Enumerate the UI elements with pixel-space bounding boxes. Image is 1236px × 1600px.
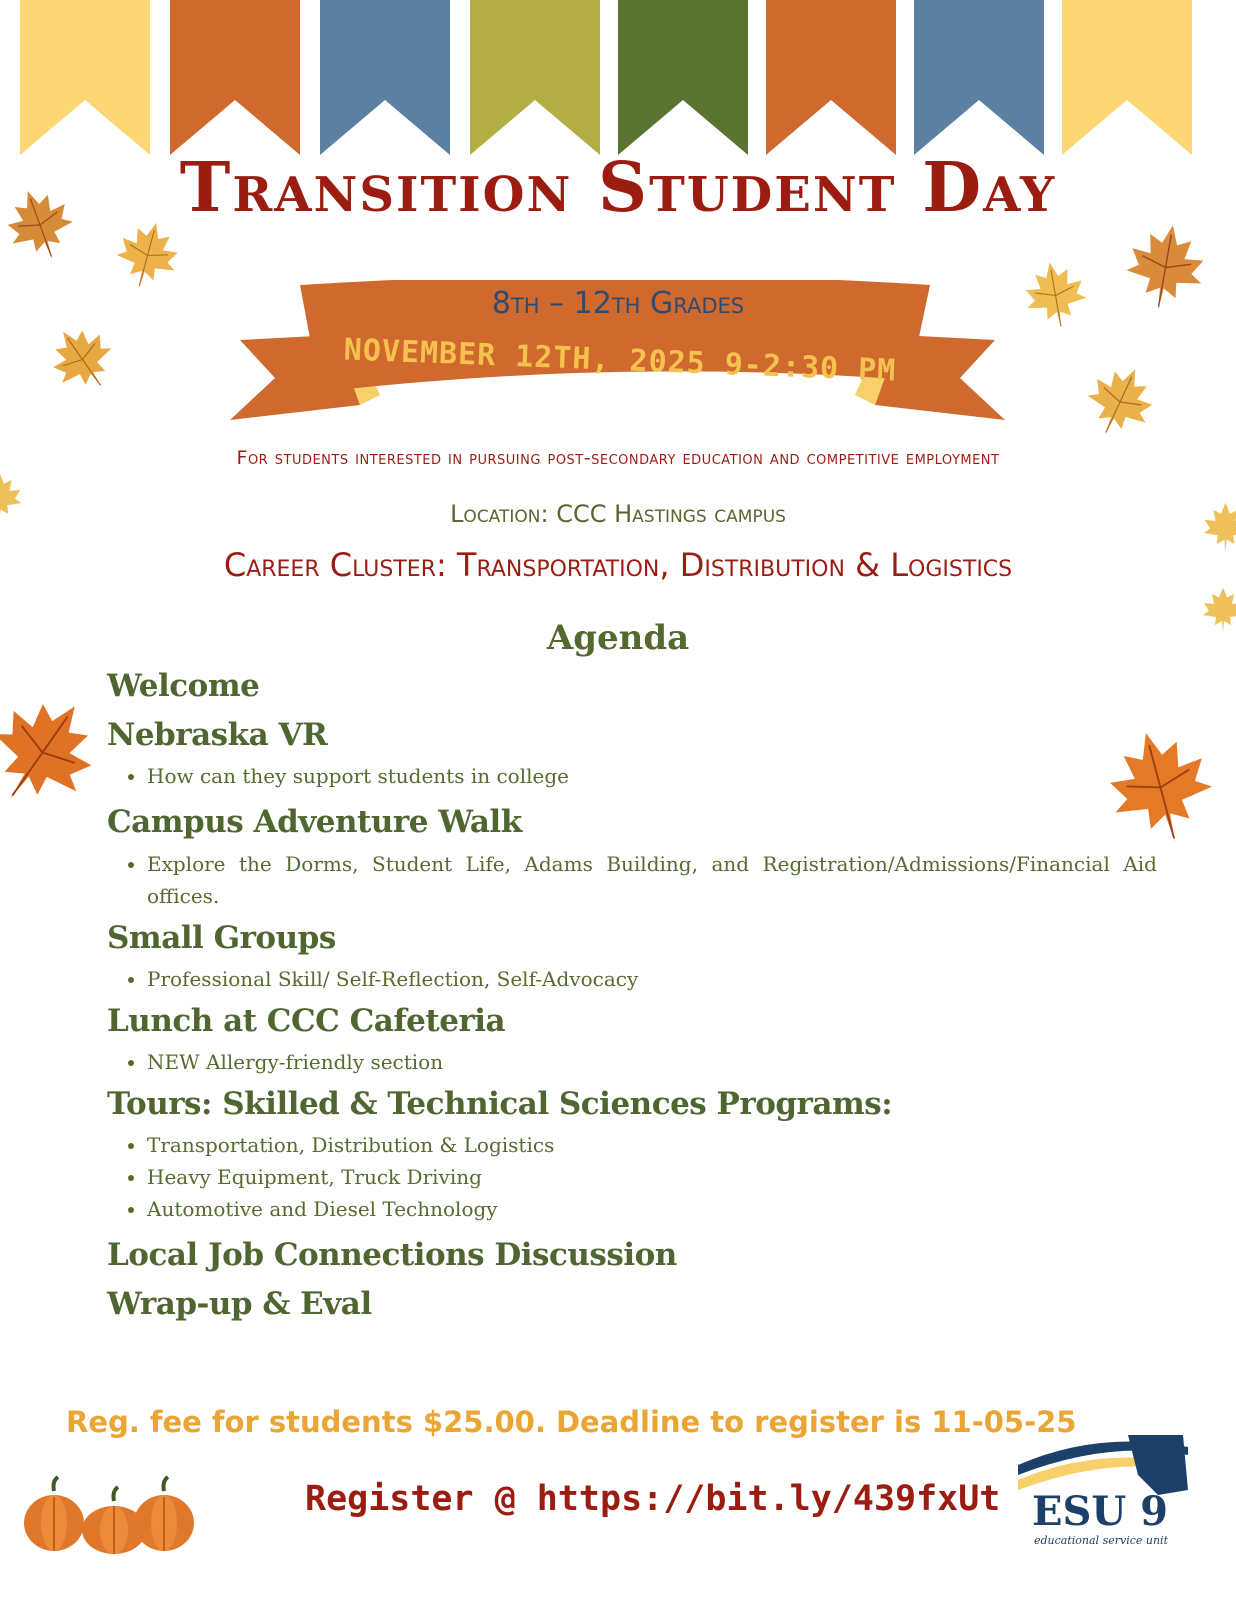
agenda-item-nebraska-vr: Nebraska VR: [107, 717, 328, 754]
agenda-bullets: [107, 848, 1157, 912]
agenda-item-welcome: Welcome: [107, 668, 260, 704]
pumpkin-icon: [134, 1477, 194, 1551]
pumpkins-decoration: [18, 1475, 198, 1555]
bunting-flag: [1062, 0, 1192, 155]
registration-link[interactable]: Register @ https://bit.ly/439fxUt: [305, 1479, 1001, 1519]
event-date: NOVEMBER 12TH, 2025 9-2:30 PM: [343, 332, 897, 389]
agenda-item-campus-walk: Campus Adventure Walk: [107, 804, 522, 841]
agenda-item-wrapup: Wrap-up & Eval: [107, 1286, 372, 1323]
event-title: Transition Student Day: [179, 148, 1057, 228]
bunting-flag: [618, 0, 748, 155]
bunting-flag: [470, 0, 600, 155]
career-cluster: Career Cluster: Transportation, Distribution & Logistics: [223, 546, 1013, 584]
location: Location: CCC Hastings campus: [450, 500, 786, 528]
esu9-logo-subtitle: educational service unit: [1034, 1534, 1168, 1547]
bunting-flag: [170, 0, 300, 155]
agenda-bullet: • NEW Allergy-friendly section: [147, 1046, 1157, 1078]
agenda-bullet: • Transportation, Distribution & Logistics: [147, 1129, 1157, 1161]
registration-fee: Reg. fee for students $25.00. Deadline to register is 11-05-25: [66, 1405, 1077, 1439]
agenda-item-small-groups: Small Groups: [107, 919, 336, 956]
agenda-item-local-jobs: Local Job Connections Discussion: [107, 1237, 677, 1274]
agenda-item-lunch: Lunch at CCC Cafeteria: [107, 1002, 506, 1039]
agenda-bullet: • How can they support students in college: [147, 760, 1157, 792]
bunting-banner: [0, 0, 1236, 160]
bunting-flag: [766, 0, 896, 155]
agenda-bullet: • Explore the Dorms, Student Life, Adams Building, and Registration/Admissions/Financial Aid offices.: [147, 848, 1157, 912]
agenda-bullet: • Automotive and Diesel Technology: [147, 1193, 1157, 1225]
agenda-bullets: [107, 963, 1157, 995]
maple-leaf-icon: [0, 690, 105, 815]
tagline: For students interested in pursuing post-secondary education and competitive employment: [236, 447, 1000, 469]
agenda-list: [107, 668, 1157, 1324]
agenda-bullets: [107, 760, 1157, 792]
pumpkin-icon: [24, 1477, 84, 1551]
grades-label: 8th – 12th Grades: [491, 286, 745, 321]
esu9-logo-text: ESU 9: [1032, 1488, 1169, 1535]
agenda-bullets: [107, 1046, 1157, 1078]
bunting-flag: [914, 0, 1044, 155]
bunting-flag: [20, 0, 150, 155]
agenda-bullets: [107, 1129, 1157, 1225]
agenda-title: Agenda: [546, 618, 690, 658]
agenda-item-tours: Tours: Skilled & Technical Sciences Programs:: [107, 1085, 893, 1122]
agenda-bullet: • Heavy Equipment, Truck Driving: [147, 1161, 1157, 1193]
agenda-bullet: • Professional Skill/ Self-Reflection, Self-Advocacy: [147, 963, 1157, 995]
bunting-flag: [320, 0, 450, 155]
